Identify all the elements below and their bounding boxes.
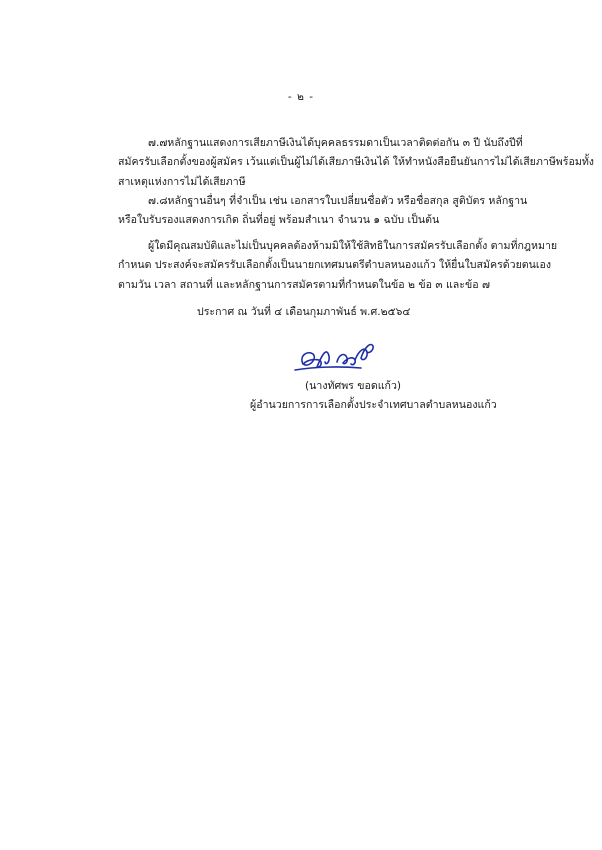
qualification-paragraph-line-1: ผู้ใดมีคุณสมบัติและไม่เป็นบุคคลต้องห้ามมิให้ใช้สิทธิในการสมัครรับเลือกตั้ง ตามที่กฎหมาย — [148, 240, 558, 252]
signatory-title: ผู้อำนวยการการเลือกตั้งประจำเทศบาลตำบลหนองแก้ว — [250, 399, 497, 411]
announcement-date: ประกาศ ณ วันที่ ๔ เดือนกุมภาพันธ์ พ.ศ.๒๕๖๔ — [197, 306, 411, 318]
page-number: - ๒ - — [287, 91, 315, 103]
item-7-7-line-3: สาเหตุแห่งการไม่ได้เสียภาษี — [118, 176, 246, 188]
item-7-7-line-2: สมัครรับเลือกตั้งของผู้สมัคร เว้นแต่เป็นผู้ไม่ได้เสียภาษีเงินได้ ให้ทำหนังสือยืนยันการไม่ได้เสียภาษีพร้อมทั้ง — [118, 156, 594, 168]
item-7-8-line-2: หรือใบรับรองแสดงการเกิด ถิ่นที่อยู่ พร้อมสำเนา จำนวน ๑ ฉบับ เป็นต้น — [118, 214, 440, 226]
handwritten-signature — [293, 340, 385, 374]
item-7-7-line-1: ๗.๗หลักฐานแสดงการเสียภาษีเงินได้บุคคลธรรมดาเป็นเวลาติดต่อกัน ๓ ปี นับถึงปีที่ — [148, 137, 523, 149]
item-7-8-line-1: ๗.๘หลักฐานอื่นๆ ที่จำเป็น เช่น เอกสารใบเปลี่ยนชื่อตัว หรือชื่อสกุล สูติบัตร หลักฐาน — [148, 195, 528, 207]
qualification-paragraph-line-3: ตามวัน เวลา สถานที่ และหลักฐานการสมัครตามที่กำหนดในข้อ ๒ ข้อ ๓ และข้อ ๗ — [118, 279, 490, 291]
signatory-name: (นางทัศพร ขอดแก้ว) — [305, 380, 402, 392]
qualification-paragraph-line-2: กำหนด ประสงค์จะสมัครรับเลือกตั้งเป็นนายกเทศมนตรีตำบลหนองแก้ว ให้ยื่นใบสมัครด้วยตนเอง — [118, 259, 552, 271]
